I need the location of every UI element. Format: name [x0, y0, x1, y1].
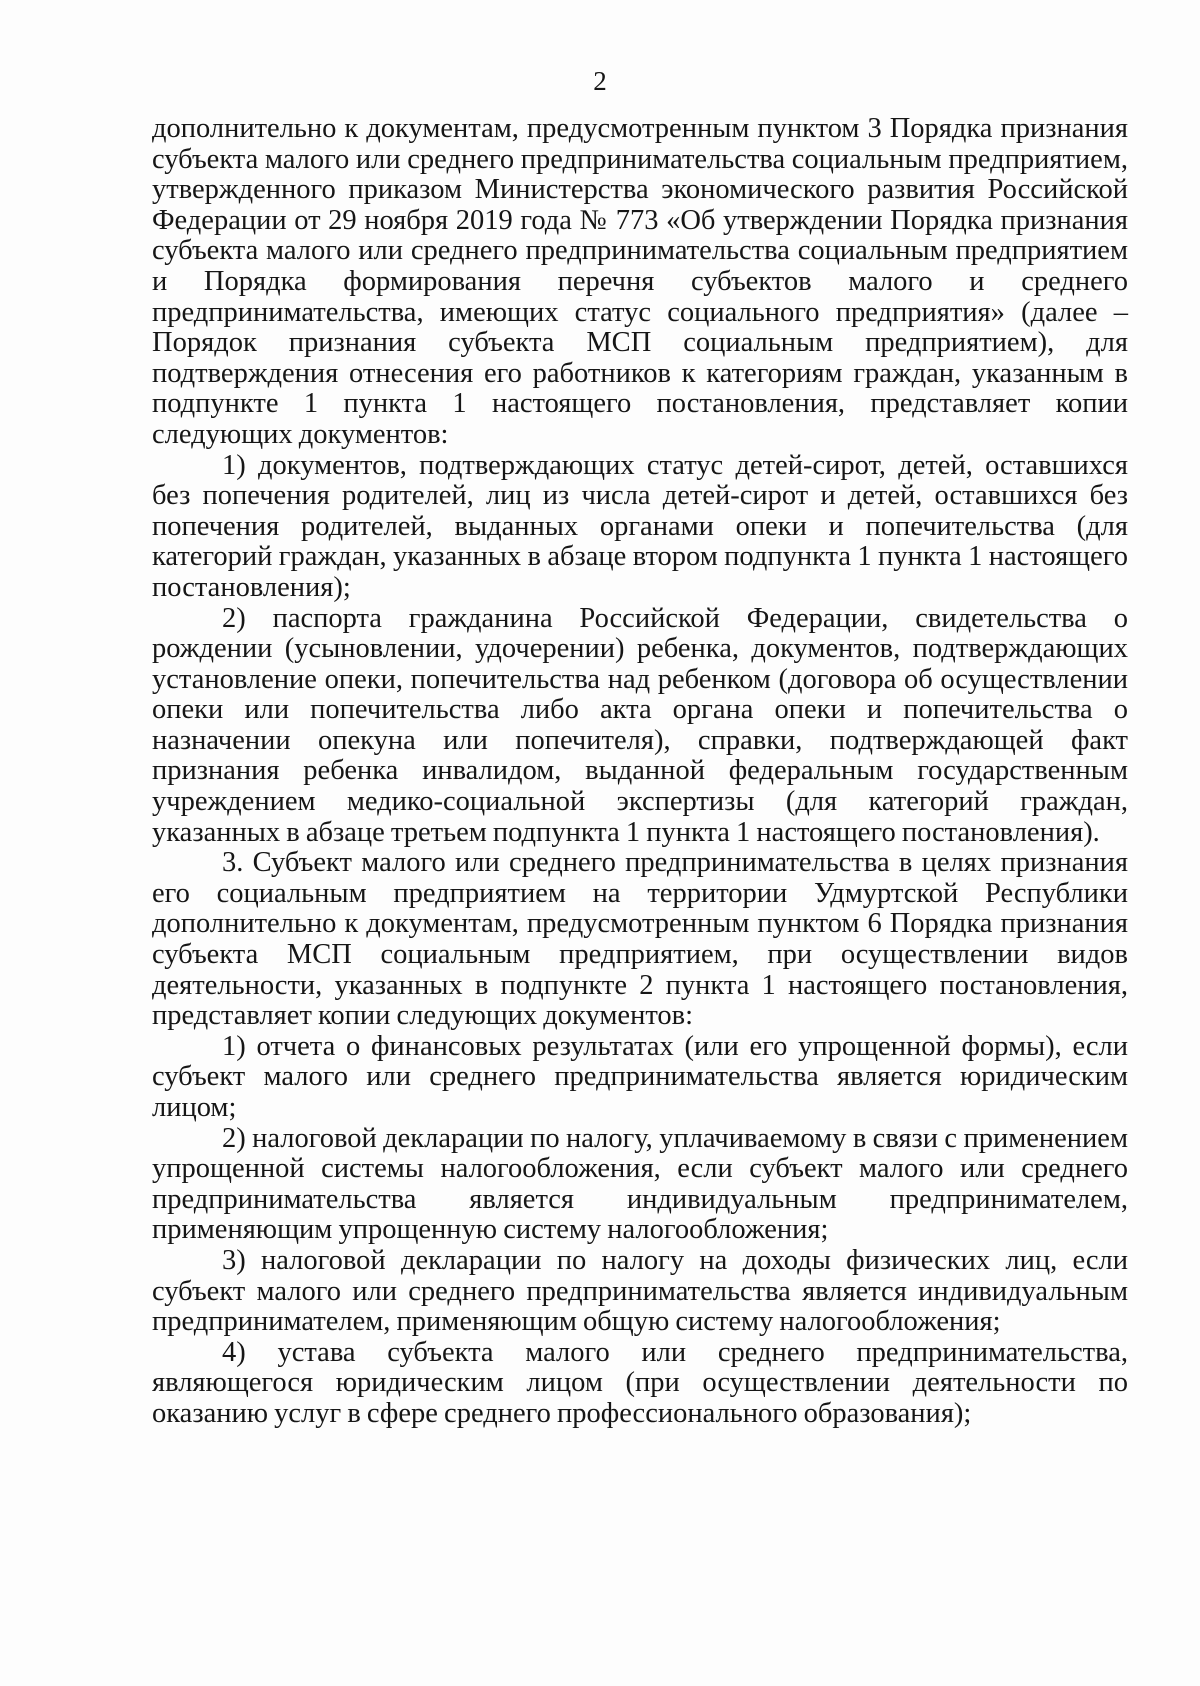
paragraph-item-3-personal-income-tax-declaration: 3) налоговой декларации по налогу на доходы физических лиц, если субъект малого или среднего предпринимательства является индивидуальным предпринимателем, применяющим общую систему налогообложения;: [152, 1244, 1128, 1338]
paragraph-item-1-financial-report: 1) отчета о финансовых результатах (или его упрощенной формы), если субъект малого или среднего предпринимательства является юридическим лицом;: [152, 1030, 1128, 1123]
paragraph-item-2-passport-documents: 2) паспорта гражданина Российской Федерации, свидетельства о рождении (усыновлении, удочерении) ребенка, документов, подтверждающих установление опеки, попечительства над ребенком (договора об осуществлении опеки или попечительства либо акта органа опеки и попечительства о назначении опекуна или попечителя), справки, подтверждающей факт признания ребенка инвалидом, выданной федеральным государственным учреждением медико-социальной экспертизы (для категорий граждан, указанных в абзаце третьем подпункта 1 пункта 1 настоящего постановления).: [152, 602, 1128, 848]
paragraph-item-1-orphan-documents: 1) документов, подтверждающих статус детей-сирот, детей, оставшихся без попечения родителей, лиц из числа детей-сирот и детей, оставшихся без попечения родителей, выданных органами опеки и попечительства (для категорий граждан, указанных в абзаце втором подпункта 1 пункта 1 настоящего постановления);: [152, 449, 1128, 603]
paragraph-item-4-charter: 4) устава субъекта малого или среднего предпринимательства, являющегося юридическим лицом (при осуществлении деятельности по оказанию услуг в сфере среднего профессионального образования);: [152, 1336, 1128, 1429]
page-number: 2: [593, 66, 607, 96]
paragraph-item-2-simplified-tax-declaration: 2) налоговой декларации по налогу, уплачиваемому в связи с применением упрощенной системы налогообложения, если субъект малого или среднего предпринимательства является индивидуальным предпринимателем, применяющим упрощенную систему налогообложения;: [152, 1122, 1128, 1246]
paragraph-documents-intro: дополнительно к документам, предусмотренным пунктом 3 Порядка признания субъекта малого или среднего предпринимательства социальным предприятием, утвержденного приказом Министерства экономического развития Российской Федерации от 29 ноября 2019 года № 773 «Об утверждении Порядка признания субъекта малого или среднего предпринимательства социальным предприятием и Порядка формирования перечня субъектов малого и среднего предпринимательства, имеющих статус социального предприятия» (далее – Порядок признания субъекта МСП социальным предприятием), для подтверждения отнесения его работников к категориям граждан, указанным в подпункте 1 пункта 1 настоящего постановления, представляет копии следующих документов:: [152, 113, 1128, 450]
document-body: [152, 114, 1128, 1430]
paragraph-section-3: 3. Субъект малого или среднего предпринимательства в целях признания его социальным предприятием на территории Удмуртской Республики дополнительно к документам, предусмотренным пунктом 6 Порядка признания субъекта МСП социальным предприятием, при осуществлении видов деятельности, указанных в подпункте 2 пункта 1 настоящего постановления, представляет копии следующих документов:: [152, 847, 1128, 1032]
